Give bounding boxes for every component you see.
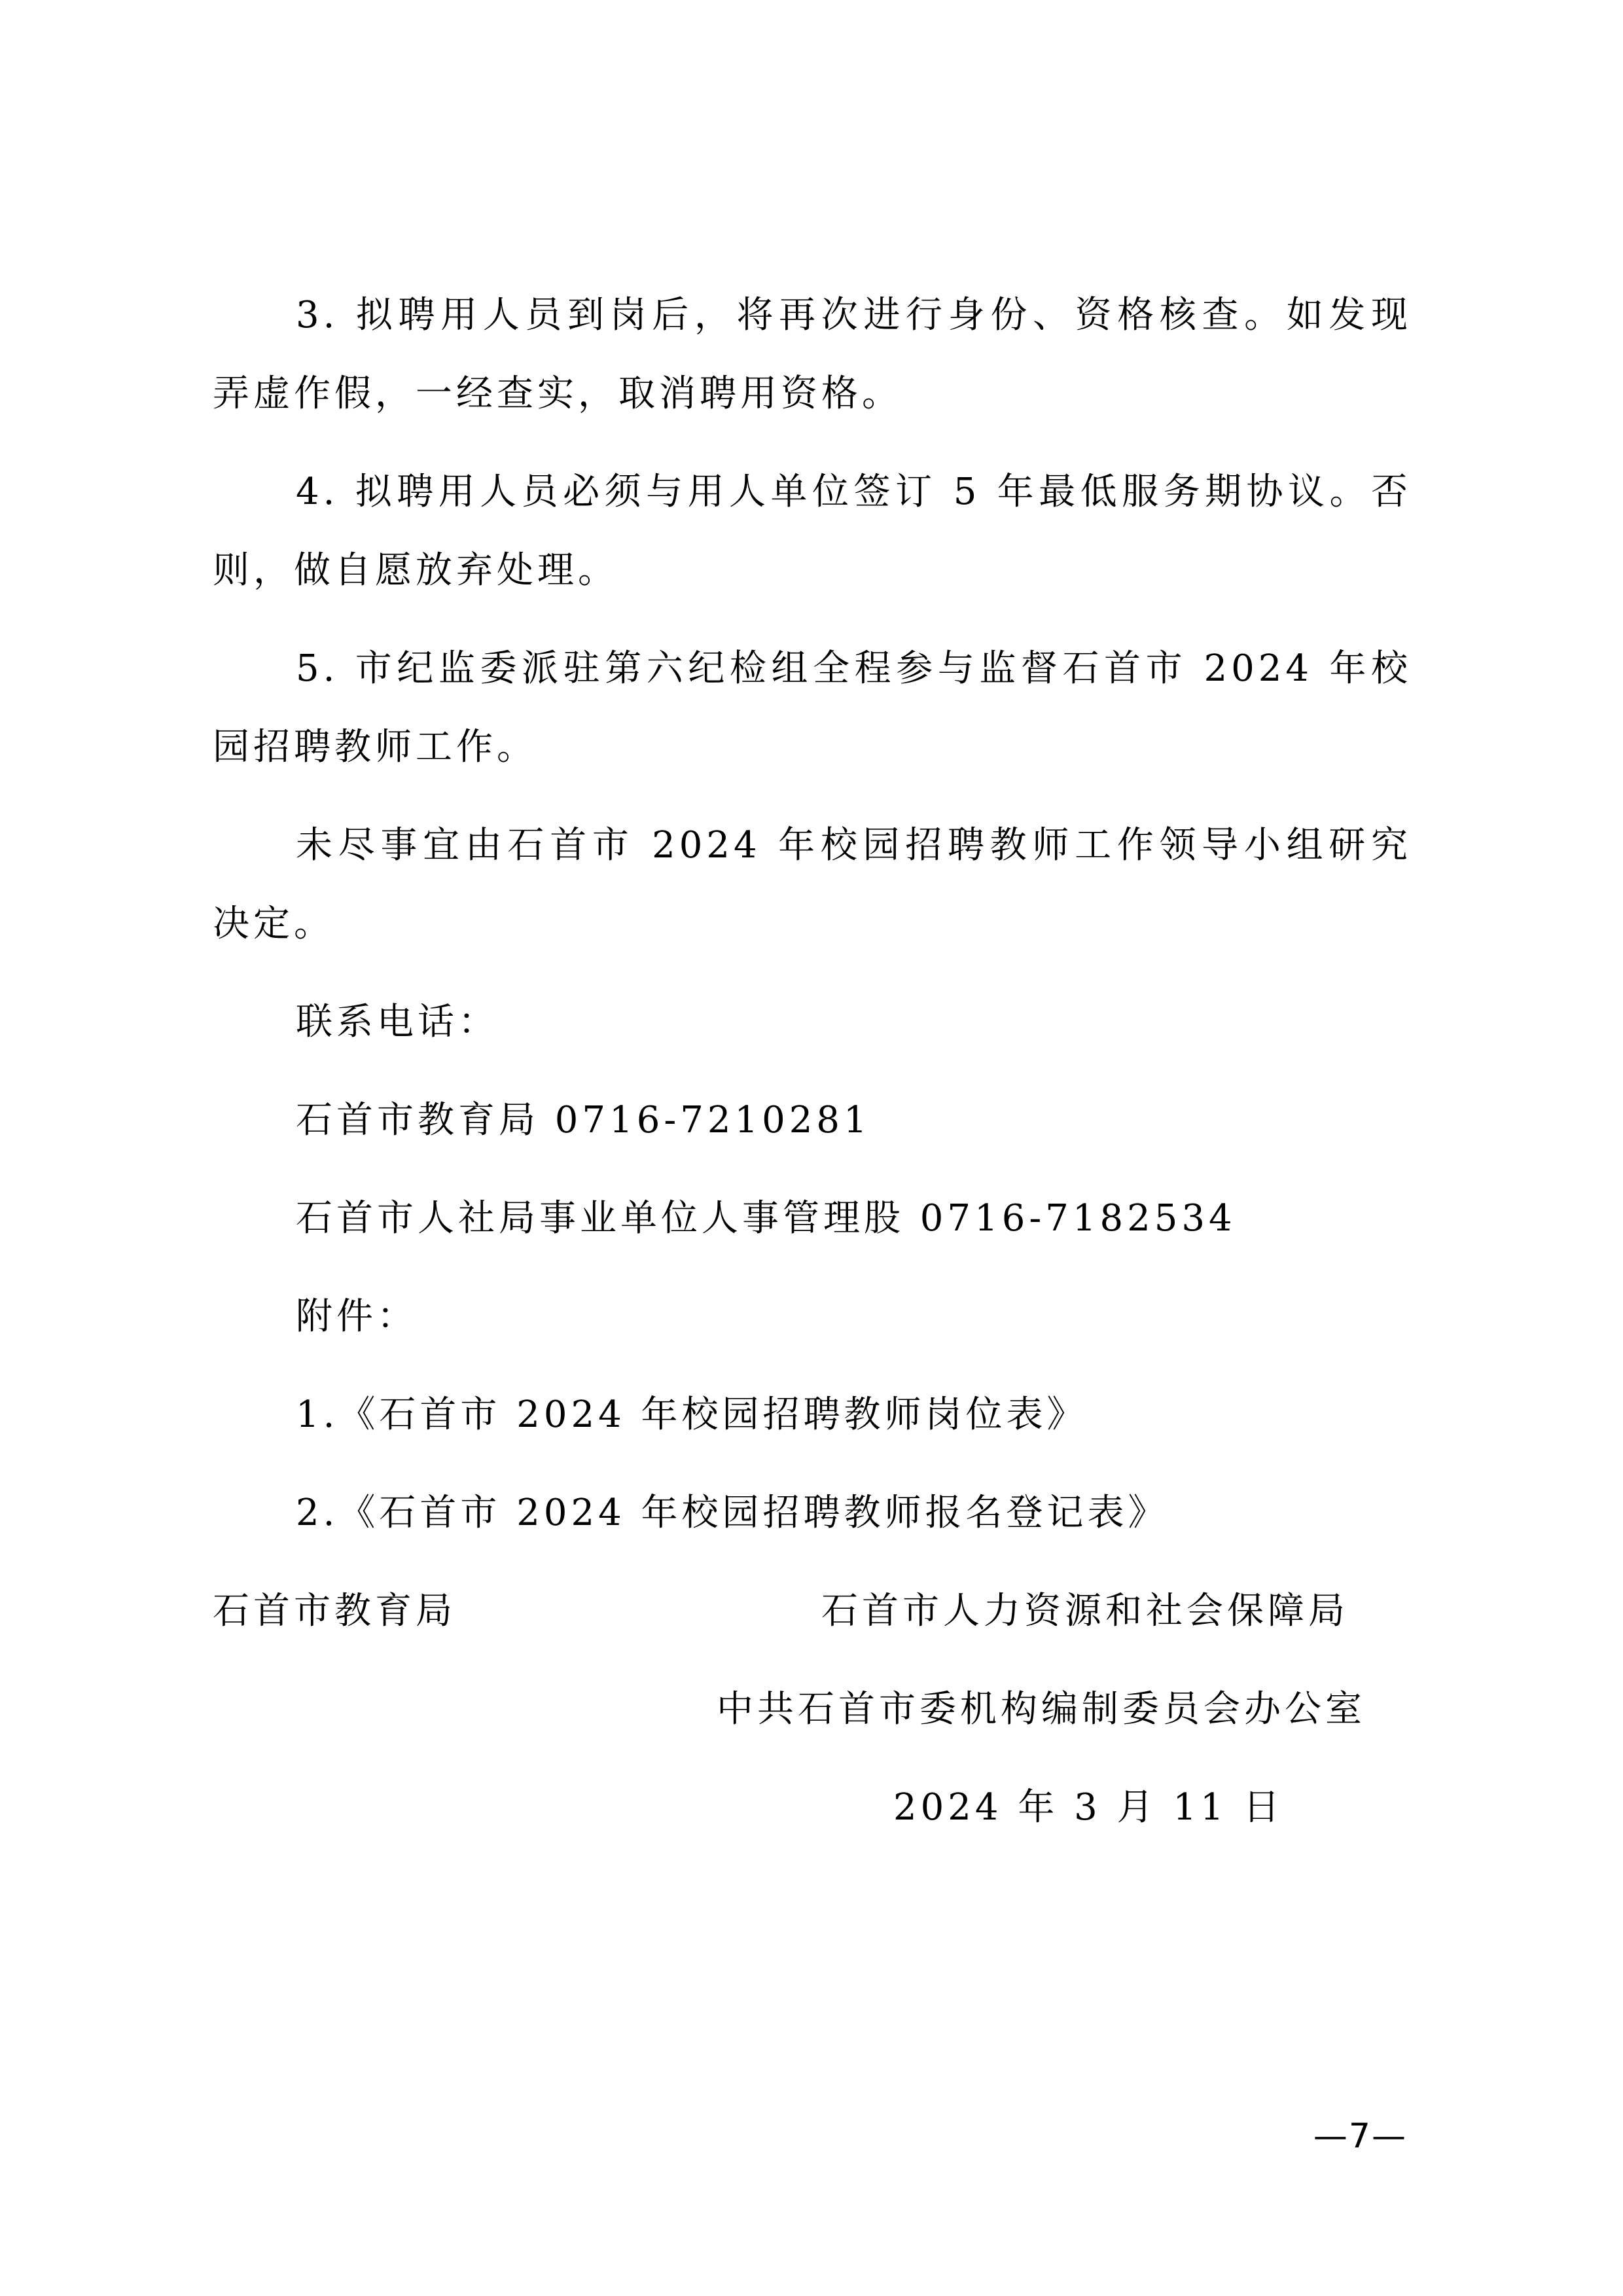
- attachment-item-1: 1.《石首市 2024 年校园招聘教师岗位表》: [296, 1393, 1088, 1436]
- unresolved-line1: 未尽事宜由石首市 2024 年校园招聘教师工作领导小组研究: [296, 824, 1412, 867]
- item4-line1: 4. 拟聘用人员必须与用人单位签订 5 年最低服务期协议。否: [296, 471, 1412, 513]
- signature-left: 石首市教育局: [213, 1590, 456, 1632]
- attachments-heading: 附件：: [296, 1295, 418, 1338]
- item3-line2: 弄虚作假，一经查实，取消聘用资格。: [213, 372, 902, 415]
- signature-date: 2024 年 3 月 11 日: [893, 1786, 1284, 1829]
- signature-right: 石首市人力资源和社会保障局: [821, 1590, 1349, 1632]
- unresolved-line2: 决定。: [213, 903, 334, 945]
- page-number: —7—: [1313, 2117, 1407, 2156]
- item5-line2: 园招聘教师工作。: [213, 726, 537, 768]
- signature-second: 中共石首市委机构编制委员会办公室: [717, 1688, 1366, 1731]
- item5-line1: 5. 市纪监委派驻第六纪检组全程参与监督石首市 2024 年校: [296, 647, 1412, 690]
- item3-line1: 3. 拟聘用人员到岗后，将再次进行身份、资格核查。如发现: [296, 294, 1412, 336]
- contact-edu-bureau: 石首市教育局 0716-7210281: [296, 1099, 871, 1141]
- item4-line2: 则，做自愿放弃处理。: [213, 549, 618, 592]
- attachment-item-2: 2.《石首市 2024 年校园招聘教师报名登记表》: [296, 1492, 1169, 1534]
- contact-heading: 联系电话：: [296, 1001, 499, 1043]
- contact-hr-bureau: 石首市人社局事业单位人事管理股 0716-7182534: [296, 1197, 1236, 1240]
